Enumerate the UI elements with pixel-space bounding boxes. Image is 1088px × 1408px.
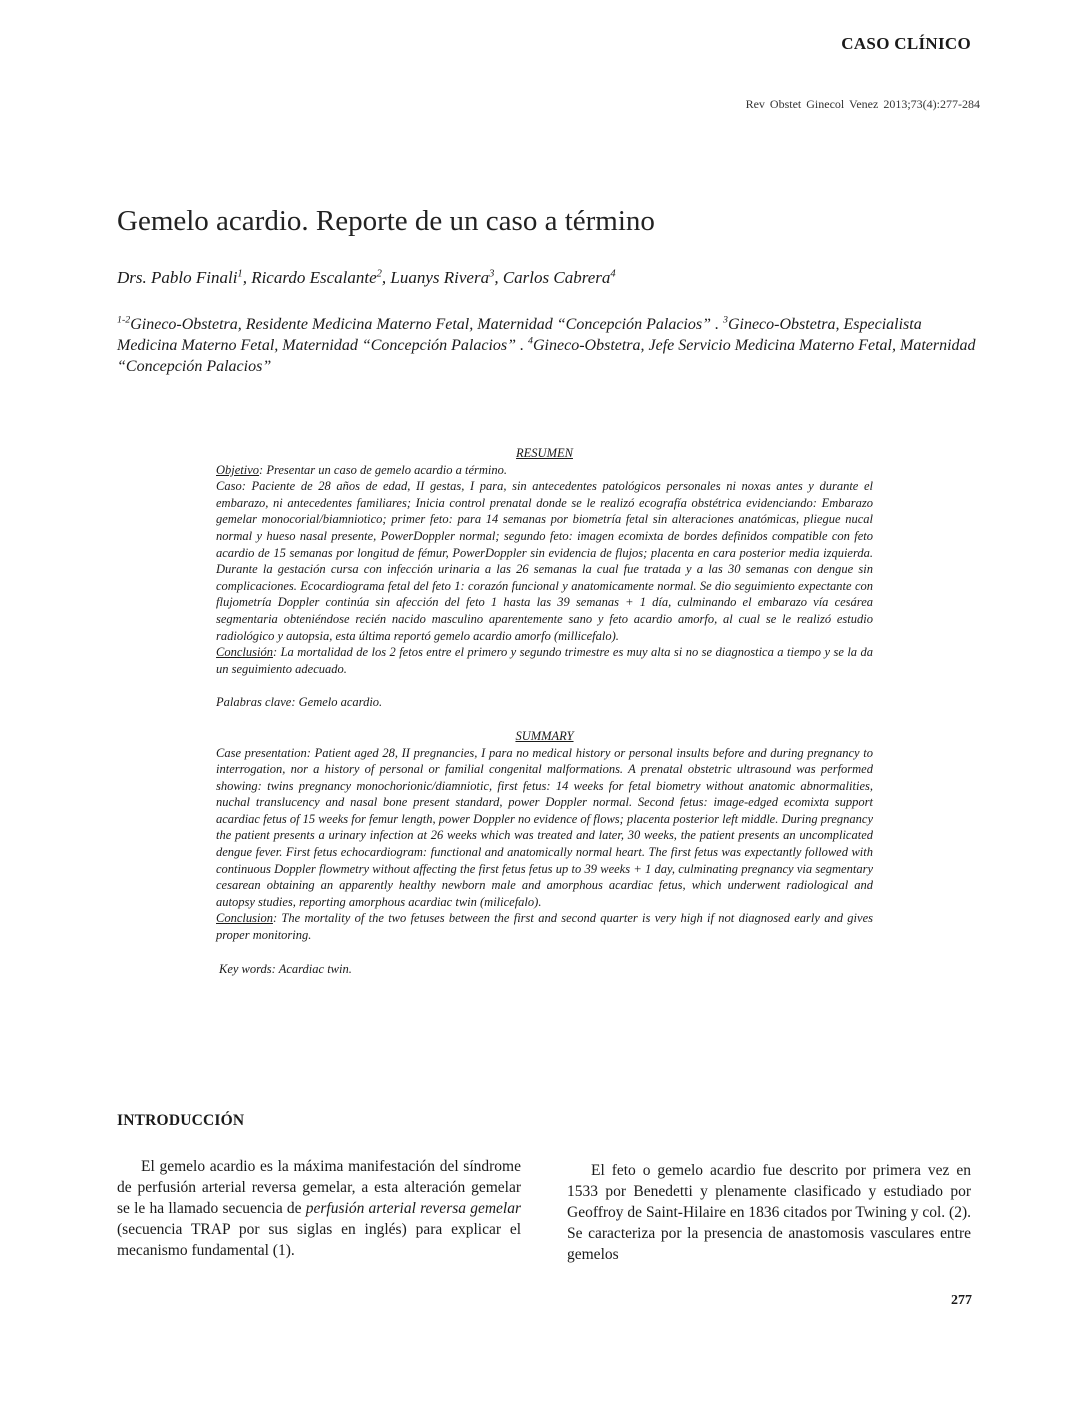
journal-citation: Rev Obstet Ginecol Venez 2013;73(4):277-284 xyxy=(745,97,980,111)
summary-conclusion xyxy=(216,910,873,943)
author-affiliation-mark: 2 xyxy=(376,268,382,280)
affiliation-text: Gineco-Obstetra, Jefe Servicio Medicina Materno Fetal, Maternidad “Concepción Palacios” xyxy=(117,337,976,375)
affiliation-mark: 1-2 xyxy=(117,314,131,326)
author-affiliation-mark: 4 xyxy=(610,268,616,280)
page-number: 277 xyxy=(951,1293,972,1308)
conclusion-text: : La mortalidad de los 2 fetos entre el primero y segundo trimestre es muy alta si no se diagnostica a tiempo y se la da un seguimiento adecuado. xyxy=(216,645,873,676)
intro-paragraph: El feto o gemelo acardio fue descrito por primera vez en 1533 por Benedetti y plenamente clasificado y estudiado por Geoffroy de Saint-Hilaire en 1836 citados por Twining y col. (2). Se caracteriza por la presencia de anastomosis vasculares entre gemelos xyxy=(567,1162,971,1263)
resumen-conclusion xyxy=(216,644,873,677)
affiliation-text: Gineco-Obstetra, Especialista Medicina Materno Fetal, Maternidad “Concepción Palacios” . xyxy=(117,316,922,354)
intro-emphasis: perfusión arterial reversa gemelar xyxy=(305,1200,522,1217)
affiliation-mark: 4 xyxy=(528,335,533,347)
author-name: , Carlos Cabrera xyxy=(494,268,611,287)
article-title: Gemelo acardio. Reporte de un caso a término xyxy=(117,205,655,237)
body-column-left xyxy=(117,1156,521,1261)
intro-paragraph xyxy=(117,1156,521,1261)
conclusion-text: : The mortality of the two fetuses between the first and second quarter is very high if not diagnosed early and gives proper monitoring. xyxy=(216,911,873,943)
conclusion-label: Conclusión xyxy=(216,645,273,660)
intro-text: El gemelo acardio es la máxima manifestación del síndrome de perfusión arterial reversa gemelar, a esta alteración gemelar se le ha llamado secuencia de xyxy=(117,1158,521,1217)
conclusion-label: Conclusion xyxy=(216,911,273,926)
author-name: Drs. Pablo Finali xyxy=(117,268,238,287)
resumen-case: Caso: Paciente de 28 años de edad, II gestas, I para, sin antecedentes patológicos personales ni noxas antes y durante el embarazo, ni antecedentes familiares; Inicia control prenatal donde se le realizó ecografía obstétrica evidenciando: Embarazo gemelar monocorial/biamniotico; primer feto: para 14 semanas por biometría fetal sin alteraciones anatómicas, pliegue nucal normal y hueso nasal presente, PowerDoppler normal; segundo feto: imagen ecomixta de bordes definidos compatible con feto acardio de 15 semanas por longitud de fémur, PowerDoppler sin evidencia de flujos; placenta en cara posterior media izquierda. Durante la gestación cursa con infección urinaria a las 26 semanas la cual fue tratada y a las 30 semanas con dengue sin complicaciones. Ecocardiograma fetal del feto 1: corazón funcional y anatomicamente normal. Se dio seguimiento expectante con flujometría Doppler continúa sin afección del feto 1 hasta las 39 semanas + 1 día, culminando el embarazo vía cesárea segmentaria obteniéndose recién nacido masculino aparentemente sano y feto acardio amorfo, al cual se le realizó estudio radiológico y autopsia, esta última reportó gemelo acardio amorfo (millicefalo). xyxy=(216,479,873,643)
resumen-objective xyxy=(216,462,873,479)
resumen-heading: RESUMEN xyxy=(516,446,573,460)
resumen-keywords: Palabras clave: Gemelo acardio. xyxy=(216,695,383,710)
author-affiliation-mark: 3 xyxy=(489,268,495,280)
summary-case: Case presentation: Patient aged 28, II pregnancies, I para no medical history or personal insults before and during pregnancy to interrogation, nor a history of personal or familial congenital malformations. A prenatal obstetric ultrasound was performed showing: twins pregnancy monochorionic/diamniotic, first fetus: 14 weeks for fetal biometry without anatomic abnormalities, nuchal translucency and nasal bone present standard, power Doppler normal. Second fetus: image-edged ecomixta support acardiac fetus of 15 weeks for femur length, power Doppler no evidence of flows; placenta posterior left middle. During pregnancy the patient presents a urinary infection at 26 weeks which was treated and later, 30 weeks, the patient presents an uncomplicated dengue fever. First fetus echocardiogram: functional and anatomically normal heart. The first fetus was expectantly followed with continuous Doppler flowmetry without affecting the first fetus fetus up to 39 weeks + 1 day, culminating pregnancy via segmentary cesarean obtaining an apparently healthy newborn male and amorphous acardiac fetus, which underwent radiological and autopsy studies, reporting amorphous acardiac twin (milicefalo). xyxy=(216,745,873,909)
affiliation-mark: 3 xyxy=(723,314,728,326)
affiliation-text: Gineco-Obstetra, Residente Medicina Materno Fetal, Maternidad “Concepción Palacios” . xyxy=(130,316,723,333)
summary-keywords: Key words: Acardiac twin. xyxy=(219,961,352,976)
abstracts xyxy=(216,445,873,977)
affiliations xyxy=(117,314,977,377)
section-heading-introduccion: INTRODUCCIÓN xyxy=(117,1112,245,1129)
objective-text: : Presentar un caso de gemelo acardio a término. xyxy=(259,462,508,477)
body-column-right xyxy=(567,1160,971,1265)
author-name: , Luanys Rivera xyxy=(381,268,490,287)
author-affiliation-mark: 1 xyxy=(237,268,243,280)
author-name: , Ricardo Escalante xyxy=(242,268,377,287)
author-list xyxy=(117,268,616,288)
section-label: CASO CLÍNICO xyxy=(841,34,971,53)
objective-label: Objetivo xyxy=(216,462,260,477)
summary-heading: SUMMARY xyxy=(515,728,574,743)
intro-text: (secuencia TRAP por sus siglas en inglés) para explicar el mecanismo fundamental (1). xyxy=(117,1221,521,1259)
